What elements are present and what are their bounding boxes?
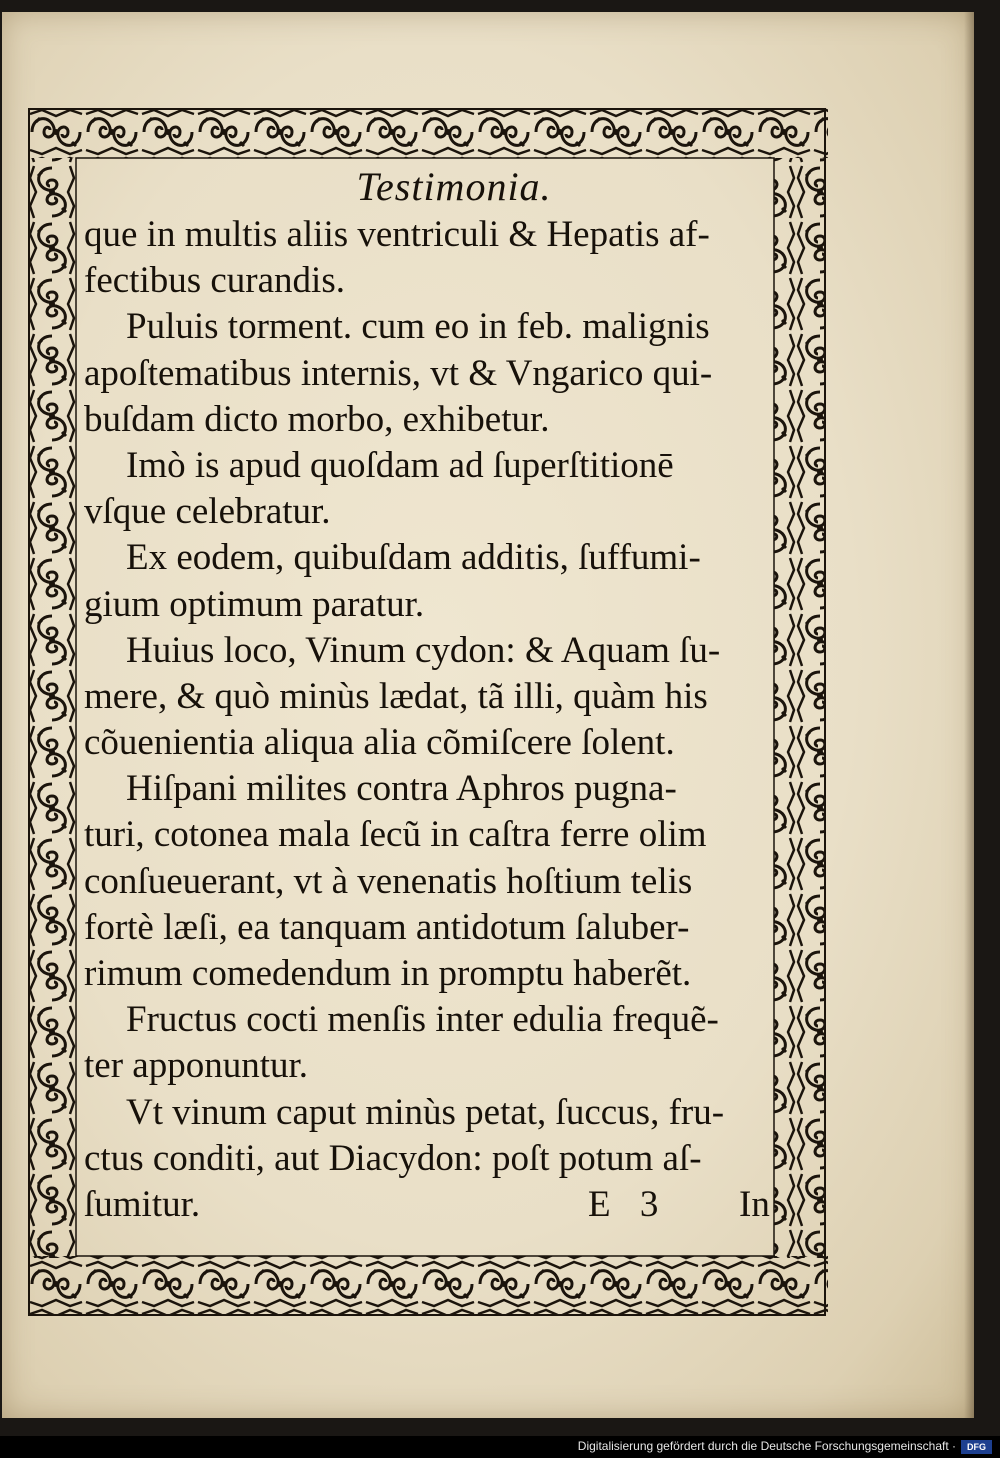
text-line: vſque celebratur.: [84, 491, 331, 533]
text-line: Fructus cocti menſis inter edulia frequẽ-: [126, 999, 719, 1041]
attribution-text: Digitalisierung gefördert durch die Deutsche Forschungsgemeinschaft ·: [577, 1439, 956, 1453]
text-line: Hiſpani milites contra Aphros pugna-: [126, 768, 677, 810]
text-line: Imò is apud quoſdam ad ſuperſtitionē: [126, 444, 674, 486]
text-line: Ex eodem, quibuſdam additis, ſuffumi-: [126, 537, 701, 579]
signature-mark: E 3: [588, 1183, 669, 1225]
text-line: Puluis torment. cum eo in feb. malignis: [126, 306, 710, 348]
last-text-line: ſumitur.: [84, 1183, 201, 1225]
footer-line: [84, 1182, 774, 1228]
text-line: buſdam dicto morbo, exhibetur.: [84, 398, 550, 440]
text-line: turi, cotonea mala ſecũ in caſtra ferre olim: [84, 814, 707, 856]
catchword: In: [739, 1183, 770, 1225]
text-line: conſueuerant, vt à venenatis hoſtium telis: [84, 860, 693, 902]
dfg-logo-icon[interactable]: DFG: [961, 1440, 992, 1454]
text-line: fectibus curandis.: [84, 260, 345, 302]
text-line: apoſtematibus internis, vt & Vngarico qui-: [84, 352, 713, 394]
running-header: Testimonia.: [356, 164, 552, 209]
text-line: Huius loco, Vinum cydon: & Aquam ſu-: [126, 629, 721, 671]
text-block: [84, 162, 774, 1228]
text-line: ter apponuntur.: [84, 1045, 309, 1087]
text-line: fortè læſi, ea tanquam antidotum ſaluber-: [84, 906, 690, 948]
page-edge-shadow: [964, 12, 974, 1418]
text-line: gium optimum paratur.: [84, 583, 425, 625]
text-line: que in multis aliis ventriculi & Hepatis af-: [84, 214, 710, 255]
text-line: mere, & quò minùs lædat, tã illi, quàm his: [84, 675, 708, 717]
attribution-bar: [0, 1436, 1000, 1458]
text-line: ctus conditi, aut Diacydon: poſt potum aſ-: [84, 1137, 702, 1179]
text-line: cõuenientia aliqua alia cõmiſcere ſolent.: [84, 722, 675, 764]
text-line: Vt vinum caput minùs petat, ſuccus, fru-: [126, 1091, 725, 1133]
text-line: rimum comedendum in promptu haberẽt.: [84, 953, 692, 994]
